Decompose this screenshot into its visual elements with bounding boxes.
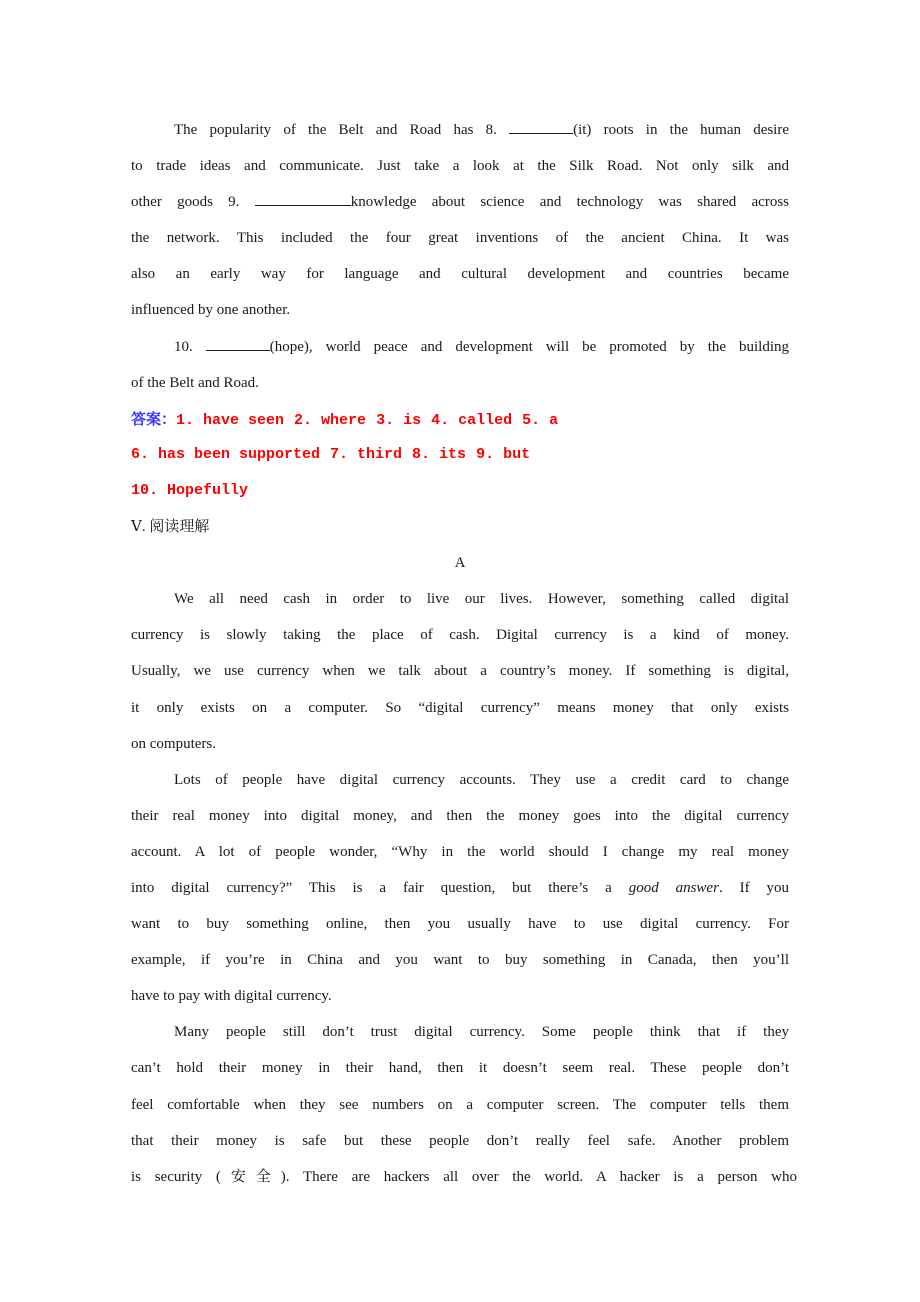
- answer-item: 5. a: [522, 411, 559, 429]
- text-line: [131, 329, 789, 365]
- passage-letter: A: [454, 555, 466, 572]
- text-line: can’t hold their money in their hand, then it doesn’t seem real. These people don’t: [131, 1060, 789, 1077]
- text-segment: . If you: [718, 879, 789, 896]
- text-line: that their money is safe but these people don’t really feel safe. Another problem: [131, 1132, 789, 1149]
- text-line: on computers.: [131, 735, 216, 752]
- answer-item: 9. but: [476, 445, 531, 463]
- blank-9: [255, 191, 351, 206]
- text-line: currency is slowly taking the place of cash. Digital currency is a kind of money.: [131, 627, 789, 644]
- document-page: [131, 112, 797, 1195]
- answer-line: [131, 401, 789, 437]
- text-line: feel comfortable when they see numbers on a computer screen. The computer tells them: [131, 1096, 789, 1113]
- passage-a-paragraph-2: [131, 762, 789, 1015]
- blank-10: [206, 336, 270, 351]
- text-line: Usually, we use currency when we talk about a country’s money. If something is digital,: [131, 663, 789, 680]
- italic-phrase: good answer: [628, 879, 719, 896]
- text-line: influenced by one another.: [131, 302, 291, 319]
- text-line: of the Belt and Road.: [131, 374, 259, 391]
- answer-line: [131, 437, 789, 473]
- blank-8: [509, 119, 573, 134]
- text-segment: knowledge about science and technology was shared across: [350, 194, 790, 211]
- answer-key: [131, 401, 789, 509]
- text-line: [131, 184, 789, 220]
- answer-item: 8. its: [412, 445, 467, 463]
- text-line: their real money into digital money, and then the money goes into the digital currency: [131, 807, 789, 824]
- answer-line: [131, 473, 789, 509]
- text-line: Lots of people have digital currency accounts. They use a credit card to change: [174, 771, 789, 788]
- text-line: [131, 112, 789, 148]
- answer-item: 1. have seen: [176, 411, 285, 429]
- text-line: [131, 870, 789, 906]
- text-segment: other goods 9.: [131, 194, 240, 211]
- cloze-paragraph-2: [131, 329, 789, 401]
- text-line: We all need cash in order to live our lives. However, something called digital: [174, 591, 789, 608]
- answer-item: 2. where: [294, 411, 367, 429]
- text-line: to trade ideas and communicate. Just take a look at the Silk Road. Not only silk and: [131, 158, 789, 175]
- text-line: example, if you’re in China and you want to buy something in Canada, then you’ll: [131, 952, 789, 969]
- answer-label: 答案：: [131, 409, 177, 428]
- text-line: Many people still don’t trust digital currency. Some people think that if they: [174, 1024, 789, 1041]
- text-segment: 10.: [174, 338, 193, 355]
- cloze-paragraph-1: [131, 112, 789, 329]
- text-segment: The popularity of the Belt and Road has 8.: [174, 122, 497, 138]
- text-line: is security (安全). There are hackers all over the world. A hacker is a person who: [131, 1168, 797, 1185]
- text-line: it only exists on a computer. So “digital currency” means money that only exists: [131, 699, 789, 716]
- text-line: have to pay with digital currency.: [131, 988, 332, 1005]
- text-segment: (hope), world peace and development will be promoted by the building: [269, 338, 790, 355]
- answer-item: 3. is: [376, 411, 422, 429]
- answer-item: 7. third: [330, 445, 403, 463]
- text-segment: into digital currency?” This is a fair question, but there’s a: [131, 879, 612, 896]
- text-line: also an early way for language and cultural development and countries became: [131, 266, 789, 283]
- answer-item: 10. Hopefully: [131, 481, 249, 499]
- answer-item: 4. called: [431, 411, 513, 429]
- section-heading: Ⅴ. 阅读理解: [131, 519, 210, 536]
- passage-a-paragraph-3: [131, 1014, 797, 1194]
- text-segment: (it) roots in the human desire: [573, 122, 790, 138]
- text-line: the network. This included the four great inventions of the ancient China. It was: [131, 230, 789, 247]
- answer-item: 6. has been supported: [131, 445, 321, 463]
- passage-a-paragraph-1: [131, 581, 789, 761]
- text-line: account. A lot of people wonder, “Why in the world should I change my real money: [131, 843, 789, 860]
- text-line: want to buy something online, then you usually have to use digital currency. For: [131, 916, 789, 933]
